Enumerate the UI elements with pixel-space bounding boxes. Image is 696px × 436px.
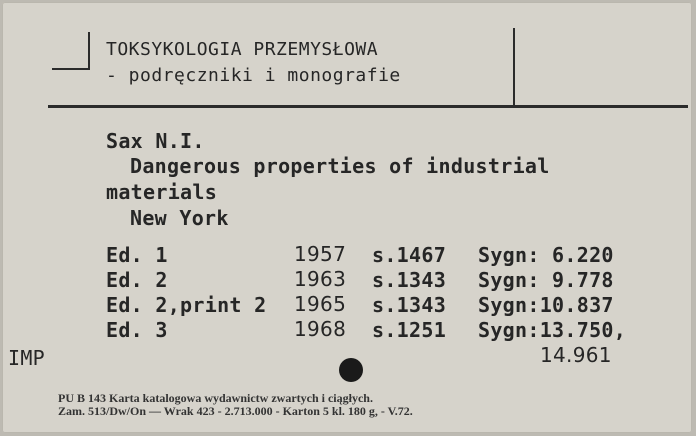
edition-4-sygn: Sygn:13.750, — [478, 318, 627, 342]
sygn-extra: 14.961 — [540, 343, 612, 367]
edition-3-label: Ed. 2,print 2 — [106, 293, 267, 317]
header-line-2: - podręczniki i monografie — [106, 65, 401, 86]
punch-hole — [339, 358, 363, 382]
catalog-card — [2, 2, 692, 433]
edition-1-sygn: Sygn: 6.220 — [478, 243, 614, 267]
edition-4-year: 1968 — [294, 317, 347, 341]
edition-1-label: Ed. 1 — [106, 243, 168, 267]
edition-2-sygn: Sygn: 9.778 — [478, 268, 614, 292]
footer-line-2: Zam. 513/Dw/On — Wrak 423 - 2.713.000 - Karton 5 kl. 180 g, - V.72. — [58, 404, 413, 418]
edition-3-year: 1965 — [294, 292, 347, 316]
header-left-vertical-rule — [88, 32, 90, 70]
edition-1-year: 1957 — [294, 242, 347, 266]
footer-line-1: PU B 143 Karta katalogowa wydawnictw zwartych i ciągłych. — [58, 391, 373, 405]
header-line-1: TOKSYKOLOGIA PRZEMYSŁOWA — [106, 39, 379, 60]
edition-1-pages: s.1467 — [372, 243, 447, 267]
header-left-short-rule — [52, 68, 90, 70]
edition-3-sygn: Sygn:10.837 — [478, 293, 614, 317]
edition-4-label: Ed. 3 — [106, 318, 168, 342]
edition-4-pages: s.1251 — [372, 318, 447, 342]
author: Sax N.I. — [106, 129, 205, 153]
header-horizontal-rule — [48, 105, 688, 108]
edition-3-pages: s.1343 — [372, 293, 447, 317]
title-line-2: materials — [106, 180, 218, 204]
edition-2-pages: s.1343 — [372, 268, 447, 292]
title-line-1: Dangerous properties of industrial — [130, 154, 550, 178]
margin-mark: IMP — [8, 346, 46, 370]
place: New York — [130, 206, 229, 230]
edition-2-year: 1963 — [294, 267, 347, 291]
header-right-vertical-rule — [513, 28, 515, 106]
edition-2-label: Ed. 2 — [106, 268, 168, 292]
